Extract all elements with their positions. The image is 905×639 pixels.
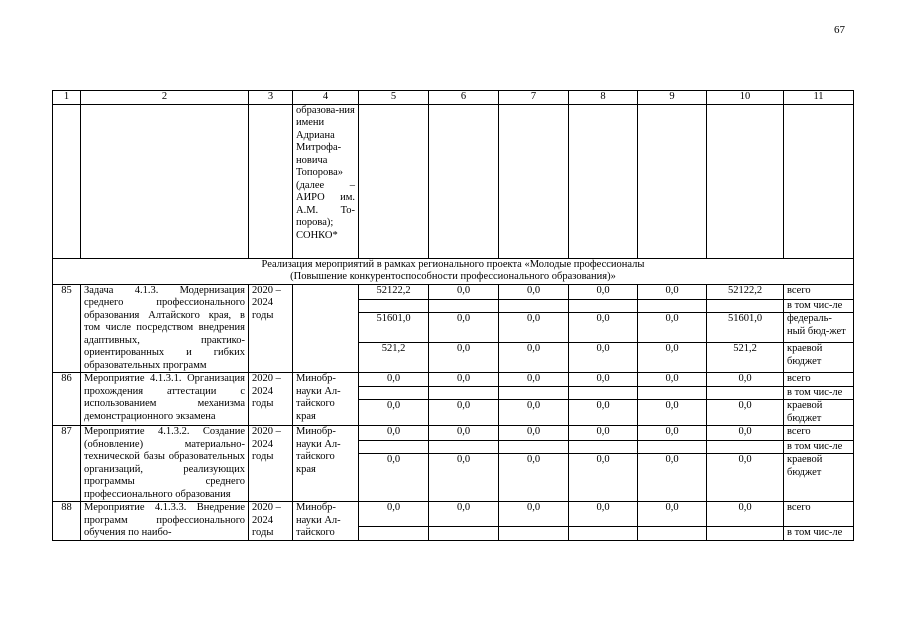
table-row (53, 284, 854, 299)
value-cell: 0,0 (638, 502, 707, 527)
source-cell: всего (784, 502, 854, 527)
value-cell: 0,0 (569, 454, 638, 502)
value-cell: 0,0 (707, 426, 784, 441)
header-cell: 1 (53, 91, 81, 105)
value-cell: 0,0 (429, 400, 499, 426)
row-executor: Минобр-науки Ал-тайского края (293, 426, 359, 502)
value-cell: 0,0 (569, 284, 638, 299)
header-cell: 7 (499, 91, 569, 105)
value-cell: 51601,0 (707, 313, 784, 343)
value-cell: 0,0 (499, 426, 569, 441)
row-years: 2020 – 2024 годы (249, 284, 293, 373)
value-cell: 0,0 (499, 373, 569, 387)
value-cell: 0,0 (707, 400, 784, 426)
value-cell: 521,2 (707, 343, 784, 373)
source-cell: федераль-ный бюд-жет (784, 313, 854, 343)
executor-cell: образова-ния имени Адриана Митрофа-новича Топорова» (далее – АИРО им. А.М. То-порова); СОНКО* (293, 104, 359, 258)
value-cell: 0,0 (569, 373, 638, 387)
row-name: Мероприятие 4.1.3.1. Организация прохождения аттестации с использованием механизма демонстрационного экзамена (81, 373, 249, 426)
continued-row (53, 104, 854, 258)
value-cell: 0,0 (359, 426, 429, 441)
row-number: 85 (53, 284, 81, 373)
value-cell: 0,0 (359, 454, 429, 502)
value-cell: 0,0 (499, 343, 569, 373)
header-cell: 4 (293, 91, 359, 105)
header-cell: 8 (569, 91, 638, 105)
value-cell: 0,0 (638, 400, 707, 426)
header-cell: 11 (784, 91, 854, 105)
section-title (53, 258, 854, 284)
header-row (53, 91, 854, 105)
value-cell: 0,0 (499, 502, 569, 527)
table-row (53, 373, 854, 387)
table-row (53, 426, 854, 441)
row-number: 87 (53, 426, 81, 502)
row-name: Задача 4.1.3. Модернизация среднего профессионального образования Алтайского края, в том числе посредством внедрения адаптивных, практико-ориентированных и гибких образовательных программ (81, 284, 249, 373)
source-cell: в том чис-ле (784, 440, 854, 454)
value-cell: 0,0 (499, 400, 569, 426)
value-cell: 0,0 (638, 313, 707, 343)
value-cell: 0,0 (499, 313, 569, 343)
value-cell: 0,0 (359, 400, 429, 426)
value-cell: 52122,2 (359, 284, 429, 299)
value-cell: 0,0 (638, 373, 707, 387)
row-executor: Минобр-науки Ал-тайского (293, 502, 359, 541)
value-cell: 0,0 (499, 454, 569, 502)
value-cell: 0,0 (429, 454, 499, 502)
header-cell: 6 (429, 91, 499, 105)
source-cell: всего (784, 426, 854, 441)
source-cell: краевой бюджет (784, 343, 854, 373)
table-row (53, 502, 854, 527)
header-cell: 3 (249, 91, 293, 105)
value-cell: 0,0 (707, 373, 784, 387)
value-cell: 0,0 (569, 313, 638, 343)
header-cell: 5 (359, 91, 429, 105)
header-cell: 9 (638, 91, 707, 105)
source-cell: в том чис-ле (784, 527, 854, 541)
value-cell: 0,0 (429, 313, 499, 343)
source-cell: краевой бюджет (784, 454, 854, 502)
value-cell: 0,0 (707, 502, 784, 527)
value-cell: 0,0 (638, 454, 707, 502)
value-cell: 0,0 (429, 343, 499, 373)
value-cell: 0,0 (429, 426, 499, 441)
value-cell: 0,0 (707, 454, 784, 502)
row-name: Мероприятие 4.1.3.3. Внедрение программ профессионального обучения по наибо- (81, 502, 249, 541)
source-cell: краевой бюджет (784, 400, 854, 426)
section-row (53, 258, 854, 284)
value-cell: 521,2 (359, 343, 429, 373)
value-cell: 0,0 (638, 284, 707, 299)
row-executor (293, 284, 359, 373)
header-cell: 2 (81, 91, 249, 105)
row-years: 2020 – 2024 годы (249, 502, 293, 541)
value-cell: 0,0 (569, 400, 638, 426)
source-cell: всего (784, 284, 854, 299)
section-title-line1: Реализация мероприятий в рамках регионального проекта «Молодые профессионалы (261, 258, 645, 270)
value-cell: 51601,0 (359, 313, 429, 343)
row-name: Мероприятие 4.1.3.2. Создание (обновление) материально-технической базы образовательных организаций, реализующих программы среднего профессионального образования (81, 426, 249, 502)
row-number: 88 (53, 502, 81, 541)
budget-table (52, 90, 854, 541)
source-cell: в том чис-ле (784, 299, 854, 313)
row-years: 2020 – 2024 годы (249, 426, 293, 502)
source-cell: в том чис-ле (784, 386, 854, 400)
value-cell: 0,0 (429, 502, 499, 527)
value-cell: 0,0 (569, 502, 638, 527)
value-cell: 0,0 (638, 426, 707, 441)
row-number: 86 (53, 373, 81, 426)
value-cell: 0,0 (429, 373, 499, 387)
page-number: 67 (834, 24, 845, 36)
value-cell: 0,0 (569, 426, 638, 441)
value-cell: 0,0 (359, 502, 429, 527)
value-cell: 0,0 (499, 284, 569, 299)
value-cell: 0,0 (638, 343, 707, 373)
row-executor: Минобр-науки Ал-тайского края (293, 373, 359, 426)
value-cell: 52122,2 (707, 284, 784, 299)
value-cell: 0,0 (429, 284, 499, 299)
value-cell: 0,0 (359, 373, 429, 387)
source-cell: всего (784, 373, 854, 387)
section-title-line2: (Повышение конкурентоспособности профессионального образования)» (290, 271, 616, 282)
row-years: 2020 – 2024 годы (249, 373, 293, 426)
value-cell: 0,0 (569, 343, 638, 373)
header-cell: 10 (707, 91, 784, 105)
